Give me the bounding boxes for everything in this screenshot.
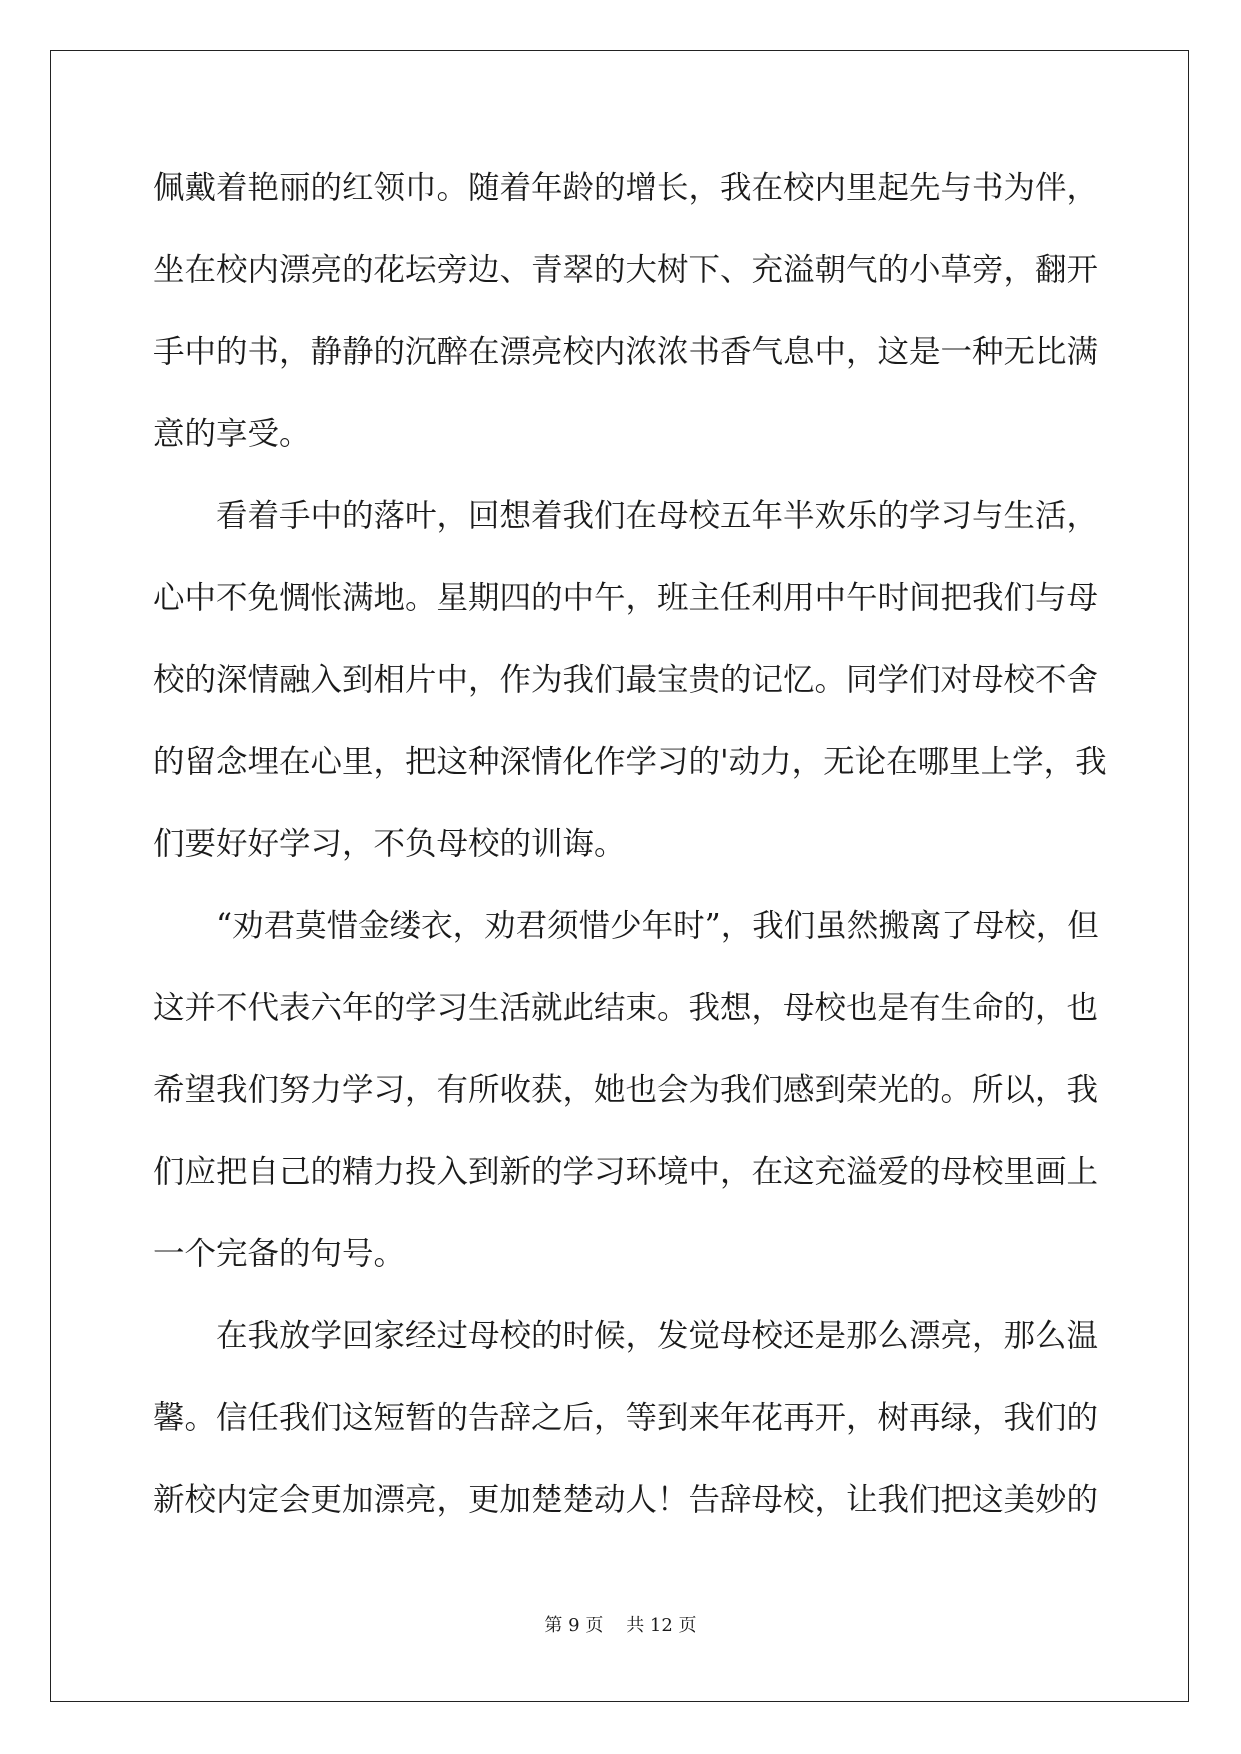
text-line: 的留念埋在心里，把这种深情化作学习的'动力，无论在哪里上学，我	[153, 744, 1107, 780]
text-line: 一个完备的句号。	[153, 1236, 406, 1272]
text-line: 意的享受。	[153, 416, 311, 452]
text-line: 佩戴着艳丽的红领巾。随着年龄的增长，我在校内里起先与书为伴，	[153, 170, 1099, 206]
paragraph-first-line: “劝君莫惜金缕衣，劝君须惜少年时”，我们虽然搬离了母校，但	[216, 908, 1099, 944]
text-line: 新校内定会更加漂亮，更加楚楚动人！告辞母校，让我们把这美妙的	[153, 1482, 1099, 1518]
text-line: 们要好好学习，不负母校的训诲。	[153, 826, 626, 862]
text-line: 坐在校内漂亮的花坛旁边、青翠的大树下、充溢朝气的小草旁，翻开	[153, 252, 1099, 288]
text-line: 心中不免惆怅满地。星期四的中午，班主任利用中午时间把我们与母	[153, 580, 1099, 616]
text-line: 校的深情融入到相片中，作为我们最宝贵的记忆。同学们对母校不舍	[153, 662, 1099, 698]
page-number-footer: 第 9 页 共 12 页	[544, 1615, 697, 1636]
text-line: 馨。信任我们这短暂的告辞之后，等到来年花再开，树再绿，我们的	[153, 1400, 1099, 1436]
text-line: 希望我们努力学习，有所收获，她也会为我们感到荣光的。所以，我	[153, 1072, 1099, 1108]
document-body	[153, 162, 1107, 1556]
text-line: 这并不代表六年的学习生活就此结束。我想，母校也是有生命的，也	[153, 990, 1099, 1026]
paragraph-first-line: 在我放学回家经过母校的时候，发觉母校还是那么漂亮，那么温	[216, 1318, 1099, 1354]
text-line: 们应把自己的精力投入到新的学习环境中，在这充溢爱的母校里画上	[153, 1154, 1099, 1190]
text-line: 手中的书，静静的沉醉在漂亮校内浓浓书香气息中，这是一种无比满	[153, 334, 1099, 370]
paragraph-first-line: 看着手中的落叶，回想着我们在母校五年半欢乐的学习与生活，	[216, 498, 1099, 534]
